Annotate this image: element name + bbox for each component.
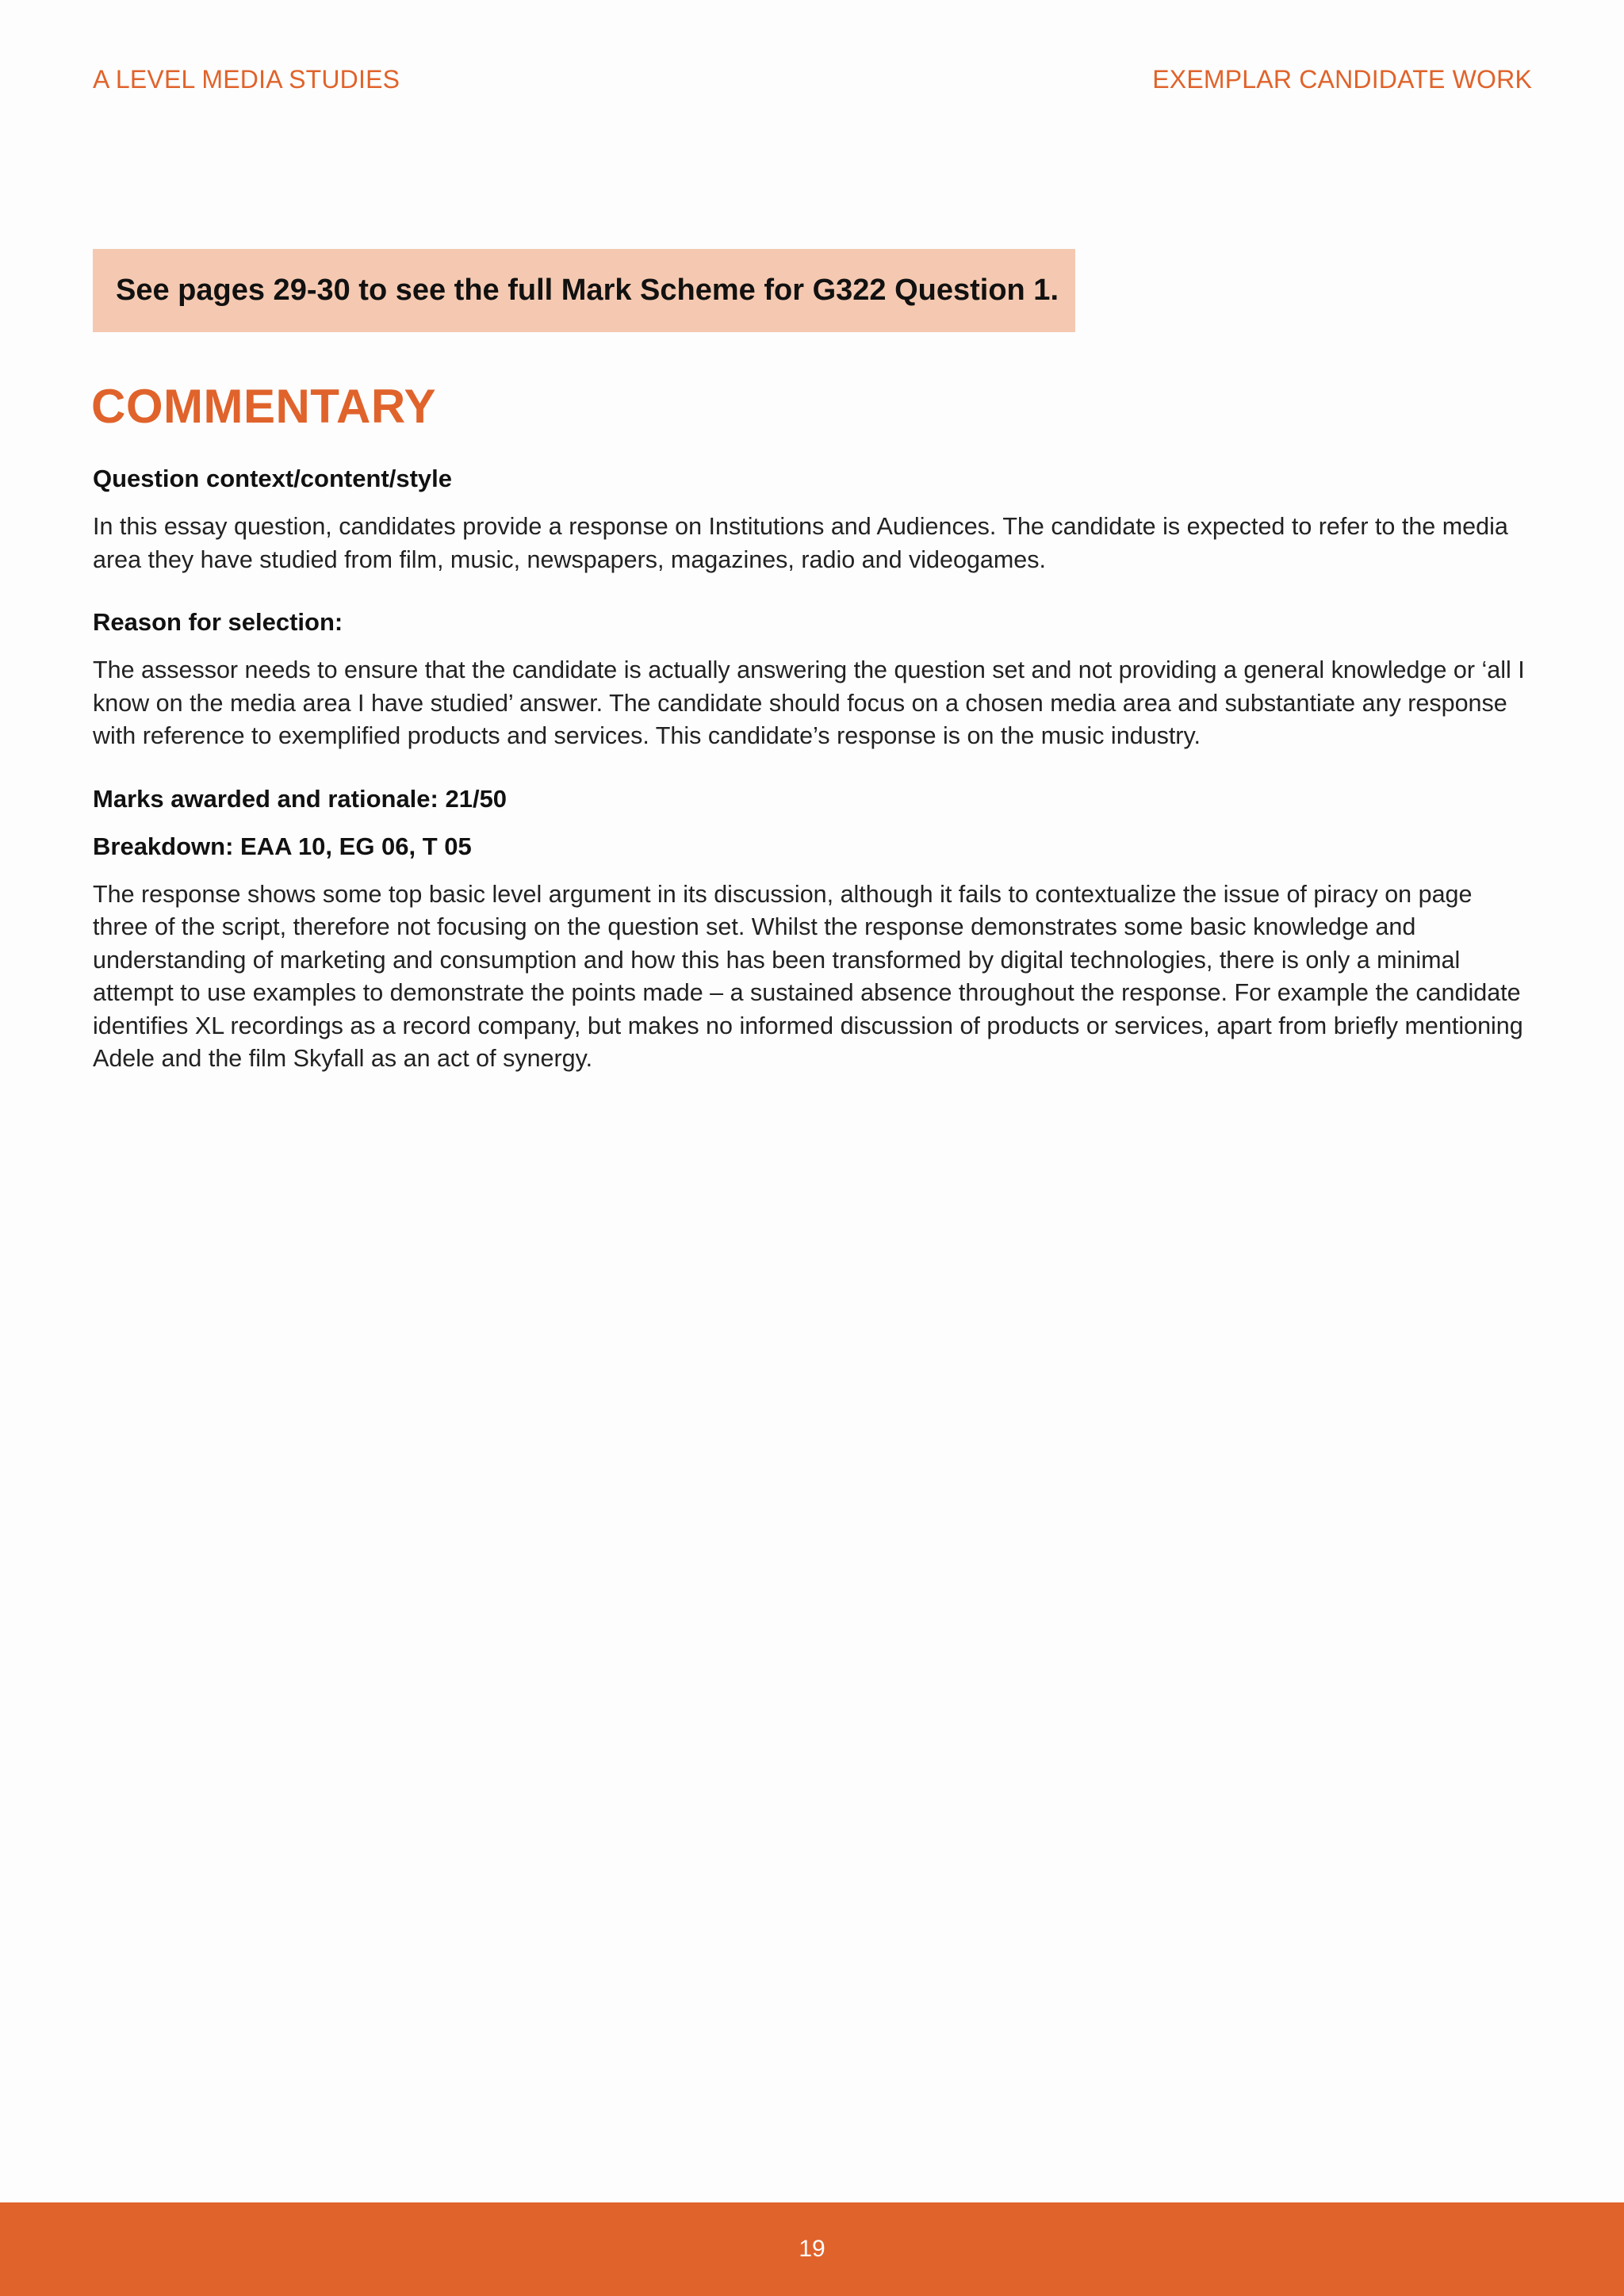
header-subject: A LEVEL MEDIA STUDIES [93, 65, 400, 94]
marks-heading: Marks awarded and rationale: 21/50 [93, 784, 508, 813]
rationale-paragraph: The response shows some top basic level argument in its discussion, although it fails to contextualize the issue of piracy on page three of the script, therefore not focusing on the question set. Whilst the response demonstrates some basic knowledge and understanding of marketing and consumption and how this has been transformed by digital technologies, there is only a minimal attempt to use examples to demonstrate the points made – a sustained absence throughout the response. For example the candidate identifies XL recordings as a record company, but makes no informed discussion of products or services, apart from briefly mentioning Adele and the film Skyfall as an act of synergy. [93, 880, 1523, 1072]
breakdown-heading: Breakdown: EAA 10, EG 06, T 05 [93, 832, 472, 860]
context-paragraph: In this essay question, candidates provide a response on Institutions and Audiences. The candidate is expected to refer to the media area they have studied from film, music, newspapers, magazines, radio and videogames. [93, 513, 1508, 573]
page-title: COMMENTARY [91, 380, 436, 433]
commentary-content [93, 463, 1532, 1076]
page-header [93, 65, 1532, 101]
footer-bar [0, 2202, 1624, 2296]
context-heading: Question context/content/style [93, 465, 453, 492]
mark-scheme-notice: See pages 29-30 to see the full Mark Scheme for G322 Question 1. [93, 249, 1075, 332]
reason-heading: Reason for selection: [93, 608, 343, 636]
header-document-type: EXEMPLAR CANDIDATE WORK [1152, 65, 1532, 94]
reason-paragraph: The assessor needs to ensure that the candidate is actually answering the question set and not providing a general knowledge or ‘all I know on the media area I have studied’ answer. The candidate should focus on a chosen media area and substantiate any response with reference to exemplified products and services. This candidate’s response is on the music industry. [93, 656, 1525, 749]
page-number: 19 [799, 2236, 825, 2262]
